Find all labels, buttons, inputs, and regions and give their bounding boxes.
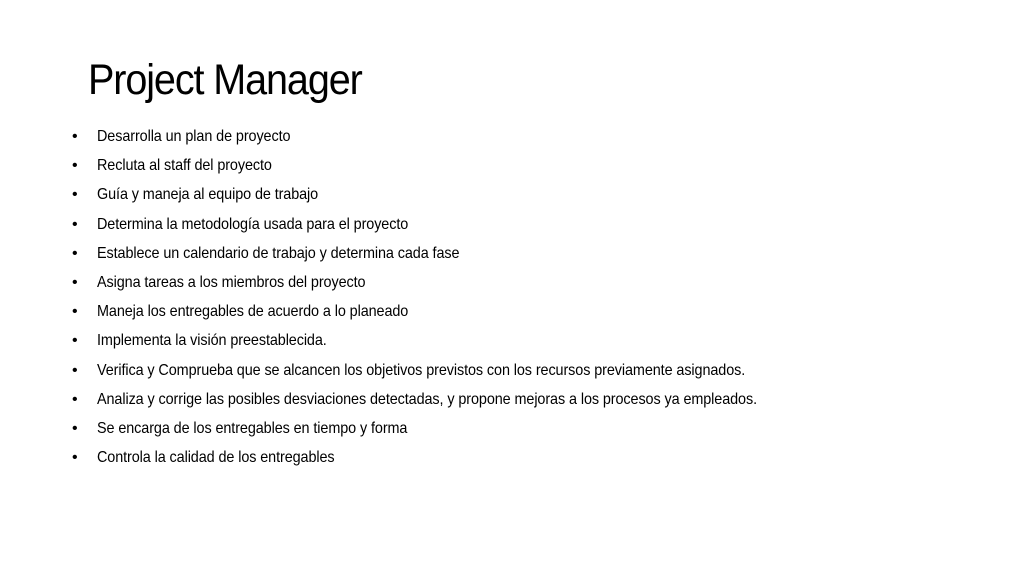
bullet-text: Determina la metodología usada para el proyecto <box>97 215 409 233</box>
bullet-text: Se encarga de los entregables en tiempo y forma <box>97 419 408 437</box>
bullet-icon: • <box>72 390 78 408</box>
bullet-icon: • <box>72 244 78 262</box>
bullet-icon: • <box>72 186 78 204</box>
bullet-text: Analiza y corrige las posibles desviaciones detectadas, y propone mejoras a los procesos ya empleados. <box>97 390 757 408</box>
bullet-icon: • <box>72 332 78 350</box>
bullet-text: Maneja los entregables de acuerdo a lo planeado <box>97 303 409 321</box>
bullet-text: Verifica y Comprueba que se alcancen los objetivos previstos con los recursos previamente asignados. <box>97 361 746 379</box>
bullet-icon: • <box>72 419 78 437</box>
bullet-icon: • <box>72 215 78 233</box>
bullet-text: Establece un calendario de trabajo y determina cada fase <box>97 244 460 262</box>
slide-title: Project Manager <box>88 56 362 104</box>
bullet-icon: • <box>72 128 78 145</box>
bullet-text: Guía y maneja al equipo de trabajo <box>97 186 319 204</box>
bullet-text: Asigna tareas a los miembros del proyecto <box>97 273 366 291</box>
bullet-text: Recluta al staff del proyecto <box>97 157 272 175</box>
bullet-icon: • <box>72 273 78 291</box>
bullet-icon: • <box>72 361 78 379</box>
bullet-icon: • <box>72 303 78 321</box>
bullet-icon: • <box>72 449 78 467</box>
bullet-text: Controla la calidad de los entregables <box>97 449 335 467</box>
bullet-text: Desarrolla un plan de proyecto <box>97 128 291 145</box>
bullet-text: Implementa la visión preestablecida. <box>97 332 327 350</box>
bullet-icon: • <box>72 157 78 175</box>
